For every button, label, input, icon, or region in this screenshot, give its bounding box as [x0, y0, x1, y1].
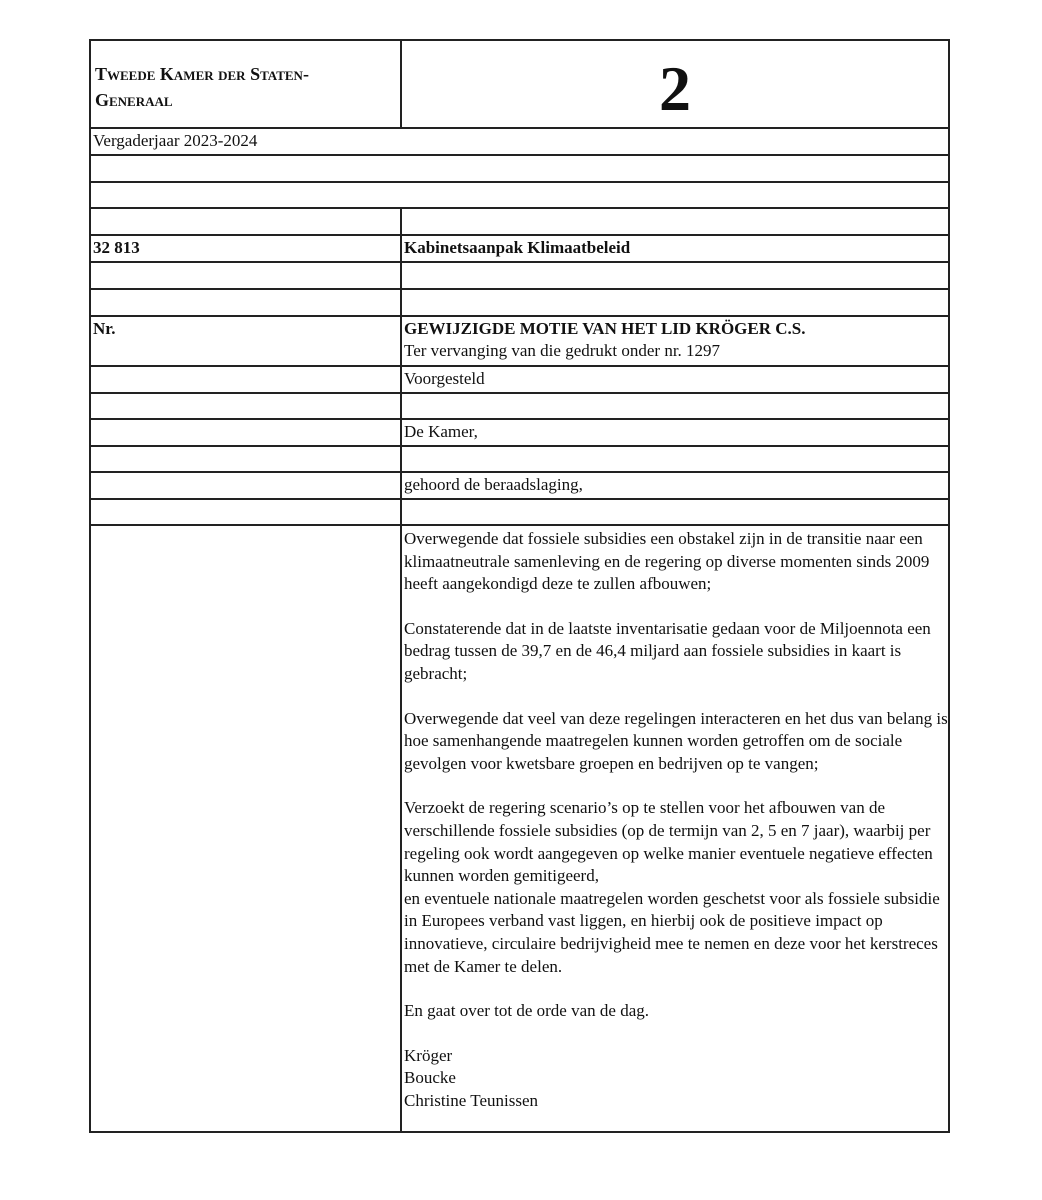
paragraph-considering-1: Overwegende dat fossiele subsidies een obstakel zijn in de transitie naar een klimaatneutrale samenleving en de regering op diverse momenten sinds 2009 heeft aangekondigd deze te zullen afbouwen; — [404, 529, 930, 594]
replacement-note: Ter vervanging van die gedrukt onder nr. 1297 — [404, 341, 721, 360]
signatory: Boucke — [404, 1068, 456, 1088]
rule — [91, 418, 948, 420]
addressee: De Kamer, — [404, 422, 478, 441]
chamber-name-line1: Tweede Kamer der Staten- — [95, 64, 309, 84]
motion-status: Voorgesteld — [404, 369, 485, 388]
document-number: 2 — [659, 53, 691, 124]
rule — [91, 445, 948, 447]
rule — [91, 524, 948, 526]
rule — [91, 261, 948, 263]
rule — [91, 288, 948, 290]
paragraph-request: Verzoekt de regering scenario’s op te stellen voor het afbouwen van de verschillende fossiele subsidies (op de termijn van 2, 5 en 7 jaar), waarbij per regeling ook wordt aangegeven op welke manier eventuele negatieve effecten kunnen worden gemitigeerd, — [404, 798, 933, 886]
paragraph-observing: Constaterende dat in de laatste inventarisatie gedaan voor de Miljoennota een bedrag tussen de 39,7 en de 46,4 miljard aan fossiele subsidies in kaart is gebracht; — [404, 618, 931, 683]
nr-label: Nr. — [93, 319, 116, 338]
session-year: Vergaderjaar 2023-2024 — [93, 131, 258, 150]
heard-clause: gehoord de beraadslaging, — [404, 475, 583, 494]
dossier-number: 32 813 — [93, 238, 140, 257]
rule — [91, 181, 948, 183]
paragraph-request-cont: en eventuele nationale maatregelen worden geschetst voor als fossiele subsidie in Europees verband vast liggen, en hierbij ook de positieve impact op innovatieve, circulaire bedrijvigheid mee te nemen en deze voor het kerstreces met de Kamer te delen. — [404, 888, 940, 976]
chamber-name-line2: Generaal — [95, 90, 173, 110]
motion-document — [89, 39, 950, 1133]
motion-title: GEWIJZIGDE MOTIE VAN HET LID KRÖGER C.S. — [404, 319, 806, 338]
motion-body — [404, 528, 949, 1112]
rule — [91, 392, 948, 394]
paragraph-closing: En gaat over tot de orde van de dag. — [404, 1001, 649, 1021]
chamber-name — [95, 61, 395, 113]
dossier-title: Kabinetsaanpak Klimaatbeleid — [404, 238, 631, 257]
rule — [91, 365, 948, 367]
rule — [91, 471, 948, 473]
column-divider-body — [400, 209, 402, 1131]
rule — [91, 498, 948, 500]
signatory: Christine Teunissen — [404, 1090, 539, 1110]
paragraph-considering-2: Overwegende dat veel van deze regelingen interacteren en het dus van belang is hoe samenhangende maatregelen kunnen worden getroffen om de sociale gevolgen voor kwetsbare groepen en bedrijven op te vangen; — [404, 708, 948, 773]
rule — [91, 315, 948, 317]
signatory: Kröger — [404, 1045, 453, 1065]
rule — [91, 207, 948, 209]
rule — [91, 234, 948, 236]
rule — [91, 154, 948, 156]
